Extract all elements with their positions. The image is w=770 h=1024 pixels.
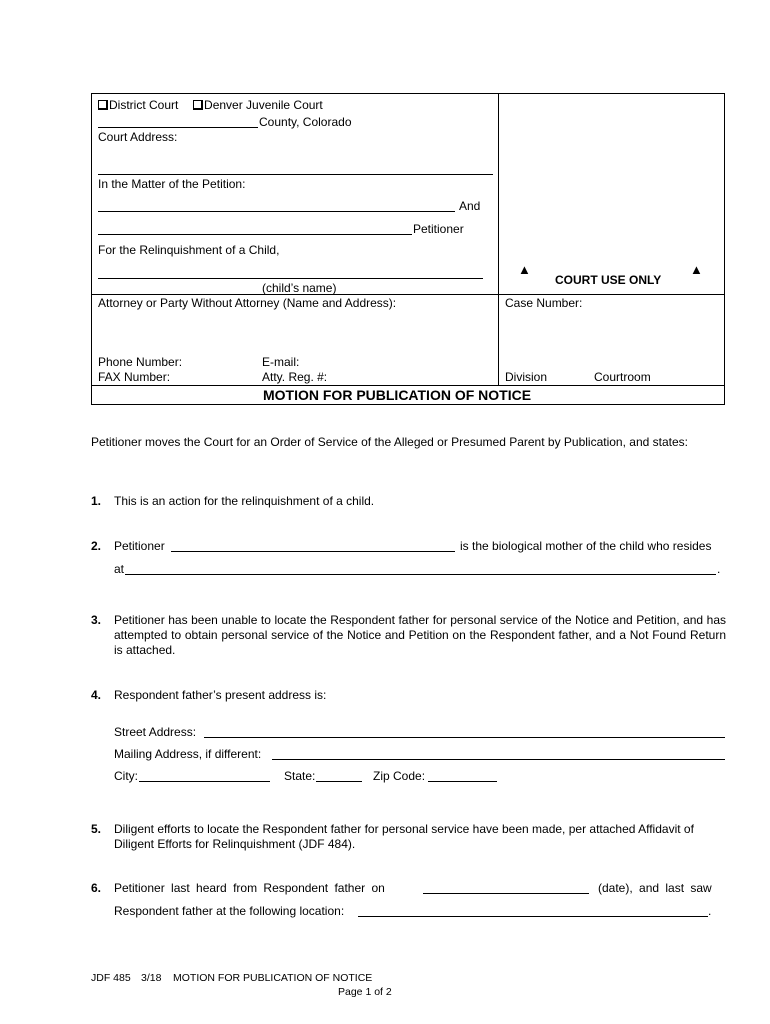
item-4-text: Respondent father’s present address is:: [114, 688, 327, 702]
page-title: MOTION FOR PUBLICATION OF NOTICE: [263, 387, 532, 403]
caption-row-divider-1: [91, 294, 725, 295]
mailing-address-field[interactable]: [272, 759, 725, 760]
case-number-label: Case Number:: [505, 296, 583, 310]
item-2-petitioner-label: Petitioner: [114, 539, 165, 553]
petitioner-label: Petitioner: [413, 222, 464, 236]
triangle-left-icon: ▲: [518, 262, 531, 277]
item-3-number: 3.: [91, 613, 102, 627]
caption-divider: [498, 93, 499, 385]
denver-juvenile-court-label: Denver Juvenile Court: [204, 98, 323, 112]
city-label: City:: [114, 769, 138, 783]
denver-juvenile-court-checkbox[interactable]: [193, 100, 203, 110]
division-label: Division: [505, 370, 548, 384]
last-location-field[interactable]: [358, 916, 708, 917]
item-6-date-text: (date), and last saw: [598, 881, 712, 895]
court-address-label: Court Address:: [98, 130, 178, 144]
relinquishment-label: For the Relinquishment of a Child,: [98, 243, 280, 257]
item-5-text: Diligent efforts to locate the Respondent father for personal service have been made, per attached Affidavit of Diligent Efforts for Relinquishment (JDF 484).: [114, 822, 694, 851]
last-heard-date-field[interactable]: [423, 893, 589, 894]
zip-label: Zip Code:: [373, 769, 426, 783]
court-address-field[interactable]: [98, 174, 493, 175]
footer-form-id: JDF 485: [91, 972, 131, 984]
triangle-right-icon: ▲: [690, 262, 703, 277]
footer-page-number: Page 1 of 2: [338, 986, 392, 998]
street-address-label: Street Address:: [114, 725, 197, 739]
attorney-label: Attorney or Party Without Attorney (Name and Address):: [98, 296, 397, 310]
mother-name-field[interactable]: [171, 551, 455, 552]
county-label: County, Colorado: [259, 115, 352, 129]
caption-row-divider-2: [91, 385, 725, 386]
district-court-checkbox[interactable]: [98, 100, 108, 110]
fax-label: FAX Number:: [98, 370, 171, 384]
item-6-line2-text: Respondent father at the following location:: [114, 904, 345, 918]
street-address-field[interactable]: [204, 737, 725, 738]
footer-revision: 3/18: [141, 972, 162, 984]
child-name-label: (child’s name): [262, 281, 337, 295]
item-5-number: 5.: [91, 822, 102, 836]
party-2-field[interactable]: [98, 234, 412, 235]
item-3-text: Petitioner has been unable to locate the Respondent father for personal service of the Notice and Petition, and has attempted to obtain personal service of the Notice and Petition on the Respondent father, and a Not Found Return is attached.: [114, 613, 726, 657]
county-field[interactable]: [98, 127, 258, 128]
city-field[interactable]: [139, 781, 270, 782]
in-the-matter-label: In the Matter of the Petition:: [98, 177, 246, 191]
item-1-text: This is an action for the relinquishment of a child.: [114, 494, 375, 508]
phone-label: Phone Number:: [98, 355, 183, 369]
email-label: E-mail:: [262, 355, 300, 369]
child-name-field[interactable]: [98, 278, 483, 279]
and-label: And: [459, 199, 481, 213]
atty-reg-label: Atty. Reg. #:: [262, 370, 328, 384]
item-2-bio-text: is the biological mother of the child who resides: [460, 539, 712, 553]
party-1-field[interactable]: [98, 211, 455, 212]
item-2-number: 2.: [91, 539, 102, 553]
child-residence-field[interactable]: [125, 574, 716, 575]
state-label: State:: [284, 769, 316, 783]
courtroom-label: Courtroom: [594, 370, 651, 384]
item-6-number: 6.: [91, 881, 102, 895]
item-2-period: .: [717, 562, 721, 576]
district-court-label: District Court: [109, 98, 179, 112]
item-2-at-label: at: [114, 562, 125, 576]
intro-text: Petitioner moves the Court for an Order of Service of the Alleged or Presumed Parent by Publication, and states:: [91, 435, 688, 449]
court-type-row: [98, 98, 323, 112]
state-field[interactable]: [316, 781, 362, 782]
item-1-number: 1.: [91, 494, 102, 508]
item-6-period: .: [708, 904, 712, 918]
item-4-number: 4.: [91, 688, 102, 702]
mailing-address-label: Mailing Address, if different:: [114, 747, 262, 761]
court-use-only-label: COURT USE ONLY: [555, 273, 662, 287]
footer-form-title: MOTION FOR PUBLICATION OF NOTICE: [173, 972, 373, 984]
zip-field[interactable]: [428, 781, 497, 782]
item-6-lead-text: Petitioner last heard from Respondent father on: [114, 881, 385, 895]
